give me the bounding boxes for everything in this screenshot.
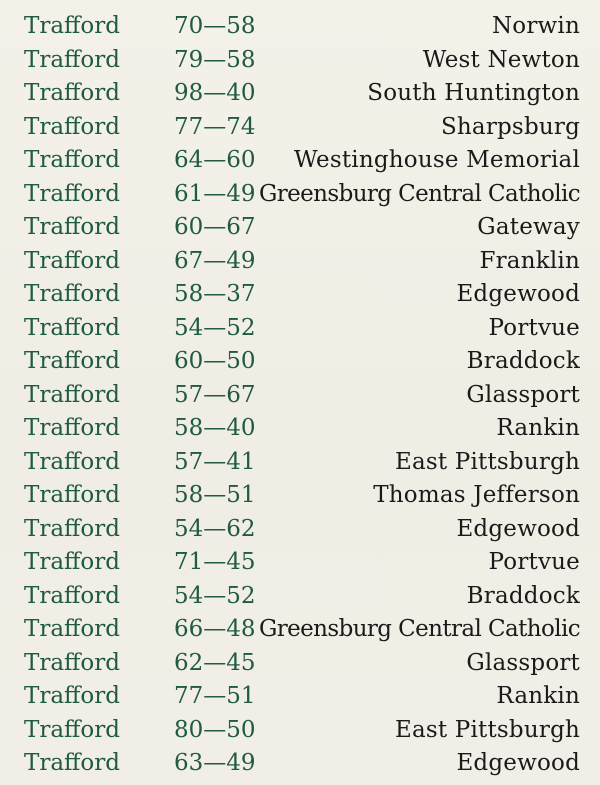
score: 80—50	[174, 716, 256, 743]
result-row	[0, 379, 600, 411]
result-row	[0, 245, 600, 277]
score: 71—45	[174, 549, 256, 575]
opponent-name: Rankin	[496, 415, 580, 441]
opponent-name: Glassport	[466, 381, 580, 408]
result-row	[0, 312, 600, 344]
opponent-name: Franklin	[479, 247, 580, 274]
result-row	[0, 613, 600, 645]
score: 66—48	[174, 616, 256, 642]
team-name: Trafford	[24, 381, 120, 408]
result-row	[0, 211, 600, 243]
team-name: Trafford	[24, 482, 120, 508]
result-row	[0, 144, 600, 176]
team-name: Trafford	[24, 46, 120, 73]
score: 77—51	[174, 683, 256, 709]
team-name: Trafford	[24, 415, 120, 441]
opponent-name: Sharpsburg	[440, 113, 580, 140]
opponent-name: Portvue	[488, 549, 580, 575]
opponent-name: Norwin	[491, 13, 580, 39]
team-name: Trafford	[24, 549, 120, 575]
score: 58—51	[174, 482, 256, 508]
score: 58—37	[174, 281, 256, 307]
result-row	[0, 747, 600, 779]
opponent-name: East Pittsburgh	[394, 716, 580, 743]
team-name: Trafford	[24, 13, 120, 39]
score: 67—49	[174, 247, 256, 274]
opponent-name: Westinghouse Memorial	[294, 147, 580, 173]
score: 57—67	[174, 381, 256, 408]
score: 54—62	[174, 515, 256, 542]
team-name: Trafford	[24, 113, 120, 140]
team-name: Trafford	[24, 649, 120, 676]
result-row	[0, 44, 600, 76]
opponent-name: Portvue	[488, 314, 580, 341]
team-name: Trafford	[24, 180, 120, 207]
score: 62—45	[174, 649, 256, 676]
score: 54—52	[174, 582, 256, 609]
opponent-name: Rankin	[496, 683, 580, 709]
team-name: Trafford	[24, 214, 120, 240]
result-row	[0, 77, 600, 109]
score: 77—74	[174, 113, 256, 140]
score: 79—58	[174, 46, 256, 73]
team-name: Trafford	[24, 750, 120, 776]
team-name: Trafford	[24, 716, 120, 743]
opponent-name: Glassport	[466, 649, 580, 676]
team-name: Trafford	[24, 281, 120, 307]
team-name: Trafford	[24, 616, 120, 642]
team-name: Trafford	[24, 448, 120, 475]
result-row	[0, 680, 600, 712]
opponent-name: Edgewood	[456, 281, 580, 307]
team-name: Trafford	[24, 147, 120, 173]
score: 98—40	[174, 80, 256, 106]
team-name: Trafford	[24, 515, 120, 542]
score: 60—50	[174, 348, 256, 374]
result-row	[0, 513, 600, 545]
team-name: Trafford	[24, 80, 120, 106]
result-row	[0, 111, 600, 143]
team-name: Trafford	[24, 582, 120, 609]
result-row	[0, 580, 600, 612]
result-row	[0, 278, 600, 310]
opponent-name: Braddock	[466, 348, 580, 374]
score: 63—49	[174, 750, 256, 776]
score: 70—58	[174, 13, 256, 39]
opponent-name: Greensburg Central Catholic	[258, 180, 580, 207]
score: 54—52	[174, 314, 256, 341]
result-row	[0, 479, 600, 511]
result-row	[0, 10, 600, 42]
opponent-name: West Newton	[422, 46, 580, 73]
opponent-name: East Pittsburgh	[394, 448, 580, 475]
opponent-name: Edgewood	[456, 515, 580, 542]
result-row	[0, 446, 600, 478]
opponent-name: South Huntington	[367, 80, 580, 106]
opponent-name: Gateway	[477, 214, 580, 240]
result-row	[0, 714, 600, 746]
opponent-name: Braddock	[466, 582, 580, 609]
score: 57—41	[174, 448, 256, 475]
score: 58—40	[174, 415, 256, 441]
result-row	[0, 345, 600, 377]
team-name: Trafford	[24, 348, 120, 374]
score: 60—67	[174, 214, 256, 240]
opponent-name: Thomas Jefferson	[373, 482, 580, 508]
team-name: Trafford	[24, 683, 120, 709]
result-row	[0, 178, 600, 210]
team-name: Trafford	[24, 247, 120, 274]
result-row	[0, 546, 600, 578]
result-row	[0, 647, 600, 679]
opponent-name: Edgewood	[456, 750, 580, 776]
result-row	[0, 412, 600, 444]
team-name: Trafford	[24, 314, 120, 341]
score: 61—49	[174, 180, 256, 207]
score: 64—60	[174, 147, 256, 173]
opponent-name: Greensburg Central Catholic	[258, 616, 580, 642]
